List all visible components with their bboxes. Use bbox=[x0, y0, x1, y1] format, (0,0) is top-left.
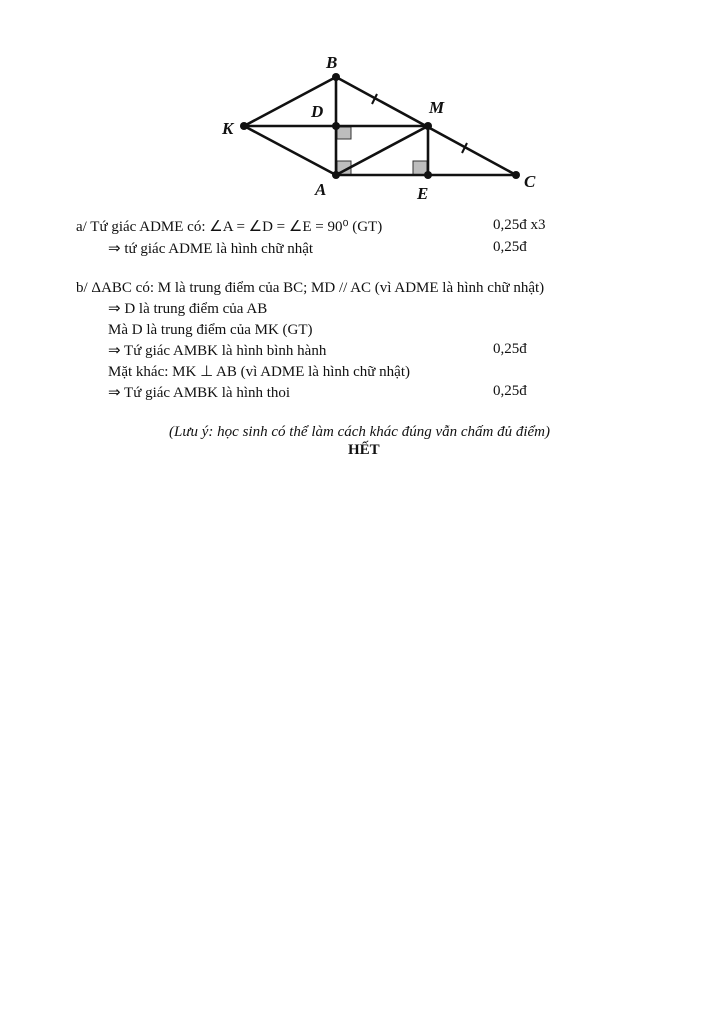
part-b-line-4: ⇒ Tứ giác AMBK là hình bình hành bbox=[108, 343, 327, 359]
point-m bbox=[424, 122, 432, 130]
part-a-score-1: 0,25đ x3 bbox=[493, 217, 546, 233]
label-m: M bbox=[429, 98, 445, 117]
point-a bbox=[332, 171, 340, 179]
label-c: C bbox=[524, 172, 536, 191]
label-b: B bbox=[326, 53, 338, 72]
geometry-figure bbox=[0, 0, 724, 215]
part-b-line-6: ⇒ Tứ giác AMBK là hình thoi bbox=[108, 385, 291, 401]
part-b-line-5: Mặt khác: MK ⊥ AB (vì ADME là hình chữ nhật) bbox=[108, 364, 410, 380]
grading-note: (Lưu ý: học sinh có thể làm cách khác đúng vẫn chấm đủ điểm) bbox=[169, 424, 550, 440]
part-b-line-1: b/ ΔABC có: M là trung điểm của BC; MD // AC (vì ADME là hình chữ nhật) bbox=[76, 280, 545, 296]
point-k bbox=[240, 122, 248, 130]
part-b-score-4: 0,25đ bbox=[493, 341, 527, 357]
part-a-line-1: a/ Tứ giác ADME có: ∠A = ∠D = ∠E = 90⁰ (GT) bbox=[76, 219, 383, 235]
point-b bbox=[332, 73, 340, 81]
right-angle-mark-d bbox=[337, 127, 351, 139]
part-b-line-3: Mà D là trung điểm của MK (GT) bbox=[108, 322, 313, 338]
point-d bbox=[332, 122, 340, 130]
label-e: E bbox=[417, 184, 429, 203]
part-a-line-2: ⇒ tứ giác ADME là hình chữ nhật bbox=[108, 241, 314, 257]
part-a-score-2: 0,25đ bbox=[493, 239, 527, 255]
point-c bbox=[512, 171, 520, 179]
end-marker: HẾT bbox=[348, 442, 380, 458]
label-d: D bbox=[311, 102, 324, 121]
part-b-score-6: 0,25đ bbox=[493, 383, 527, 399]
label-a: A bbox=[315, 180, 327, 199]
part-b-line-2: ⇒ D là trung điểm của AB bbox=[108, 301, 268, 317]
segment-ka bbox=[244, 126, 336, 175]
label-k: K bbox=[222, 119, 234, 138]
point-e bbox=[424, 171, 432, 179]
